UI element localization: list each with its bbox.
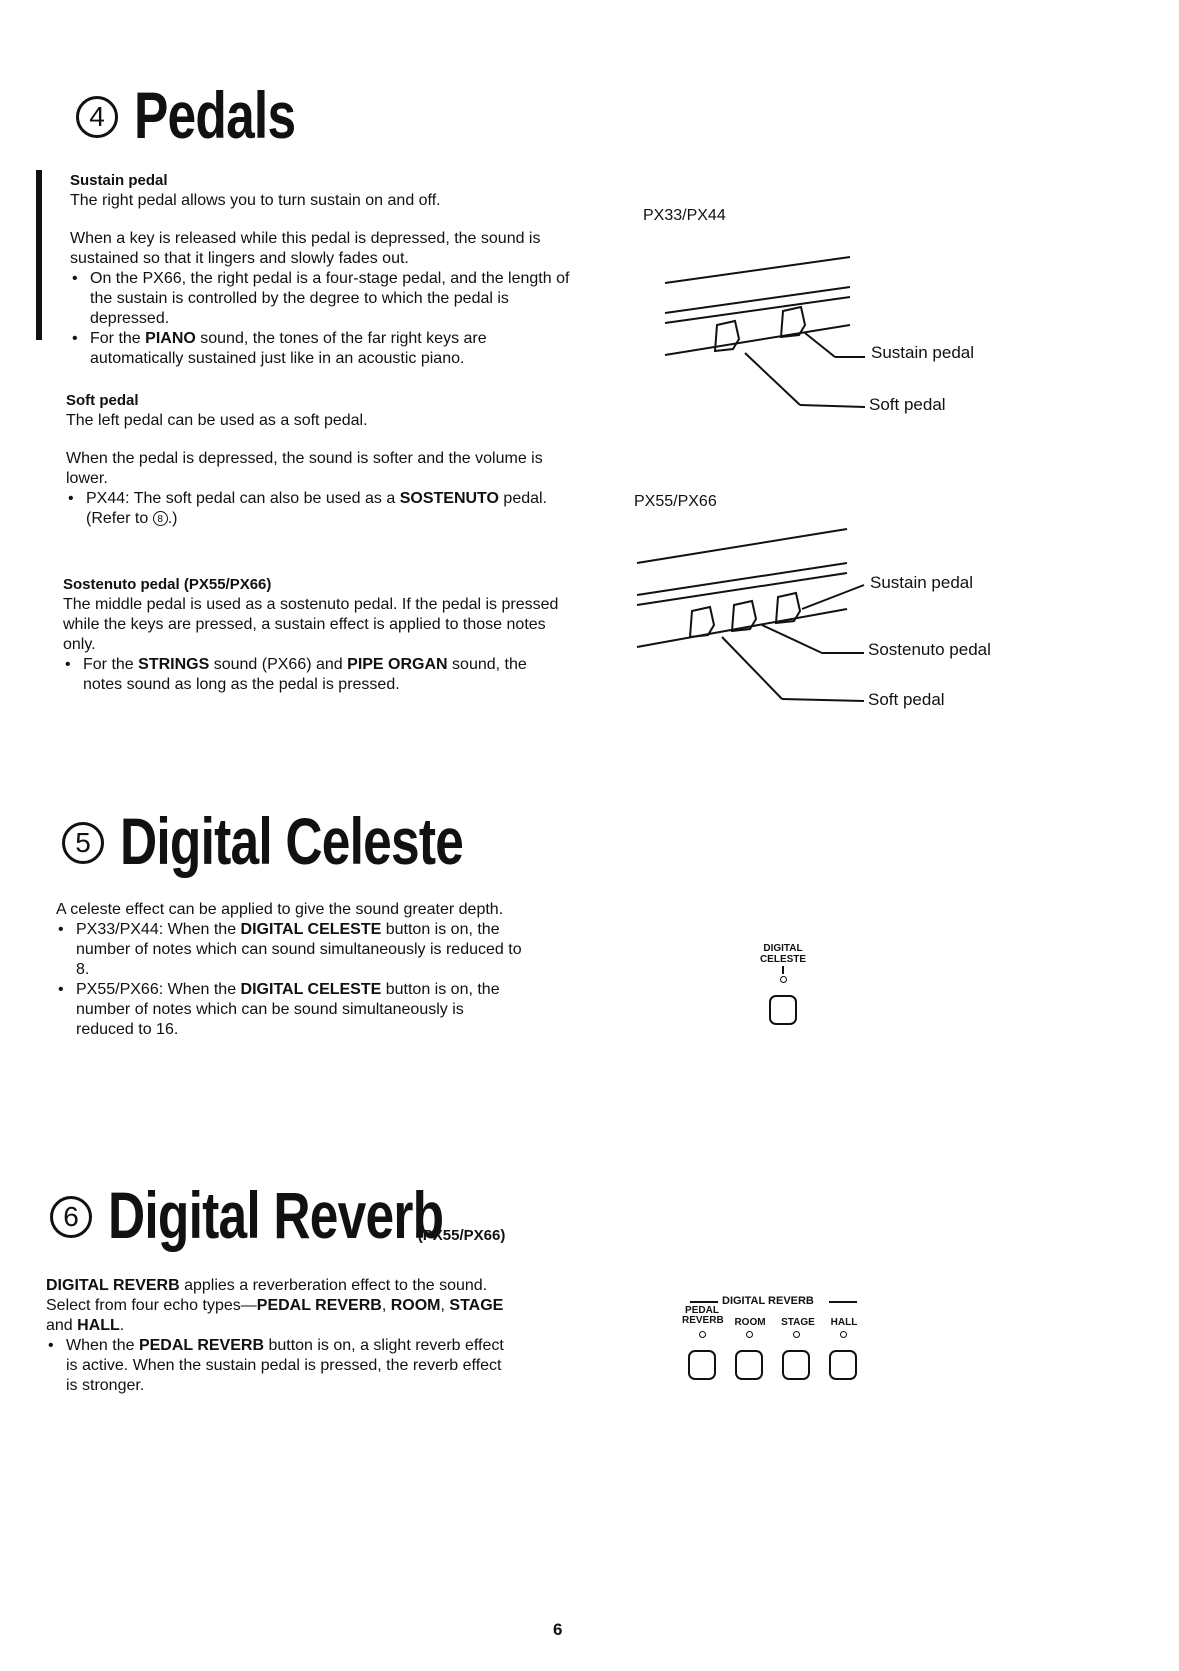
reference-circle-icon: 8 xyxy=(153,511,168,526)
diagram1-model-label: PX33/PX44 xyxy=(643,207,726,224)
soft-p2: When the pedal is depressed, the sound is softer and the volume is lower. xyxy=(66,450,543,487)
page-number: 6 xyxy=(553,1620,563,1639)
pedal-diagram-px33-px44 xyxy=(655,245,875,425)
soft-bullet-1: • PX44: The soft pedal can also be used as a SOSTENUTO pedal. (Refer to 8 .) xyxy=(66,489,566,529)
celeste-p1: A celeste effect can be applied to give the sound greater depth. xyxy=(56,901,504,918)
section-number-badge: 4 xyxy=(76,96,118,138)
reverb-title: Digital Reverb xyxy=(108,1178,444,1252)
reverb-bullet-1: • When the PEDAL REVERB button is on, a slight reverb effect is active. When the sustain pedal is pressed, the reverb effect is stronger. xyxy=(46,1336,516,1396)
sustain-p1: The right pedal allows you to turn sustain on and off. xyxy=(70,192,441,209)
reverb-btn-label-stage: STAGE xyxy=(781,1317,815,1328)
digital-celeste-button[interactable] xyxy=(769,995,797,1025)
soft-p1: The left pedal can be used as a soft pedal. xyxy=(66,412,368,429)
reverb-panel-title: DIGITAL REVERB xyxy=(722,1295,814,1307)
sustain-bullet-1: • On the PX66, the right pedal is a four-stage pedal, and the length of the sustain is controlled by the degree to which the pedal is depressed. xyxy=(70,269,570,329)
stage-led-icon xyxy=(793,1331,800,1338)
celeste-panel-label: DIGITAL CELESTE xyxy=(759,943,807,965)
sustain-heading: Sustain pedal xyxy=(70,172,168,189)
diagram2-sostenuto-label: Sostenuto pedal xyxy=(868,640,991,659)
diagram2-soft-label: Soft pedal xyxy=(868,690,945,709)
sustain-bullet-2: • For the PIANO sound, the tones of the far right keys are automatically sustained just like in an acoustic piano. xyxy=(70,329,570,369)
reverb-p1: DIGITAL REVERB applies a reverberation effect to the sound. Select from four echo types—PEDAL REVERB, ROOM, STAGE and HALL. xyxy=(46,1277,504,1334)
pedals-heading xyxy=(76,78,341,152)
pedal-reverb-led-icon xyxy=(699,1331,706,1338)
soft-heading: Soft pedal xyxy=(66,392,139,409)
pedal-reverb-button[interactable] xyxy=(688,1350,716,1380)
celeste-heading xyxy=(62,804,560,878)
section-number-badge: 5 xyxy=(62,822,104,864)
celeste-led-icon xyxy=(780,976,787,983)
reverb-subtitle: (PX55/PX66) xyxy=(417,1227,506,1244)
sostenuto-heading: Sostenuto pedal (PX55/PX66) xyxy=(63,576,272,593)
celeste-section xyxy=(56,900,526,1040)
hall-button[interactable] xyxy=(829,1350,857,1380)
sustain-p2: When a key is released while this pedal is depressed, the sound is sustained so that it lingers and slowly fades out. xyxy=(70,230,541,267)
sostenuto-bullet-1: • For the STRINGS sound (PX66) and PIPE ORGAN sound, the notes sound as long as the pedal is pressed. xyxy=(63,655,563,695)
diagram2-model-label: PX55/PX66 xyxy=(634,493,717,510)
celeste-bullet-1: • PX33/PX44: When the DIGITAL CELESTE button is on, the number of notes which can sound simultaneously is reduced to 8. xyxy=(56,920,526,980)
celeste-bullet-2: • PX55/PX66: When the DIGITAL CELESTE button is on, the number of notes which can be sound simultaneously is reduced to 16. xyxy=(56,980,526,1040)
reverb-heading xyxy=(50,1178,506,1252)
diagram1-sustain-label: Sustain pedal xyxy=(871,343,975,362)
reverb-btn-label-pedal: PEDAL REVERB xyxy=(682,1305,724,1326)
sustain-pedal-section xyxy=(70,172,570,369)
pedals-title: Pedals xyxy=(134,78,296,152)
room-led-icon xyxy=(746,1331,753,1338)
reverb-section xyxy=(46,1276,516,1396)
diagram2-sustain-label: Sustain pedal xyxy=(870,573,974,592)
hall-led-icon xyxy=(840,1331,847,1338)
celeste-title: Digital Celeste xyxy=(120,804,464,878)
reverb-btn-label-room: ROOM xyxy=(734,1317,766,1328)
sostenuto-p1: The middle pedal is used as a sostenuto pedal. If the pedal is pressed while the keys are pressed, a sustain effect is applied to those notes only. xyxy=(63,596,559,653)
section-number-badge: 6 xyxy=(50,1196,92,1238)
soft-pedal-section xyxy=(66,392,566,529)
diagram1-soft-label: Soft pedal xyxy=(869,395,946,414)
pedal-diagram-px55-px66 xyxy=(632,525,872,715)
stage-button[interactable] xyxy=(782,1350,810,1380)
sostenuto-pedal-section xyxy=(63,576,563,695)
reverb-btn-label-hall: HALL xyxy=(830,1317,858,1328)
margin-bar xyxy=(36,170,42,340)
room-button[interactable] xyxy=(735,1350,763,1380)
